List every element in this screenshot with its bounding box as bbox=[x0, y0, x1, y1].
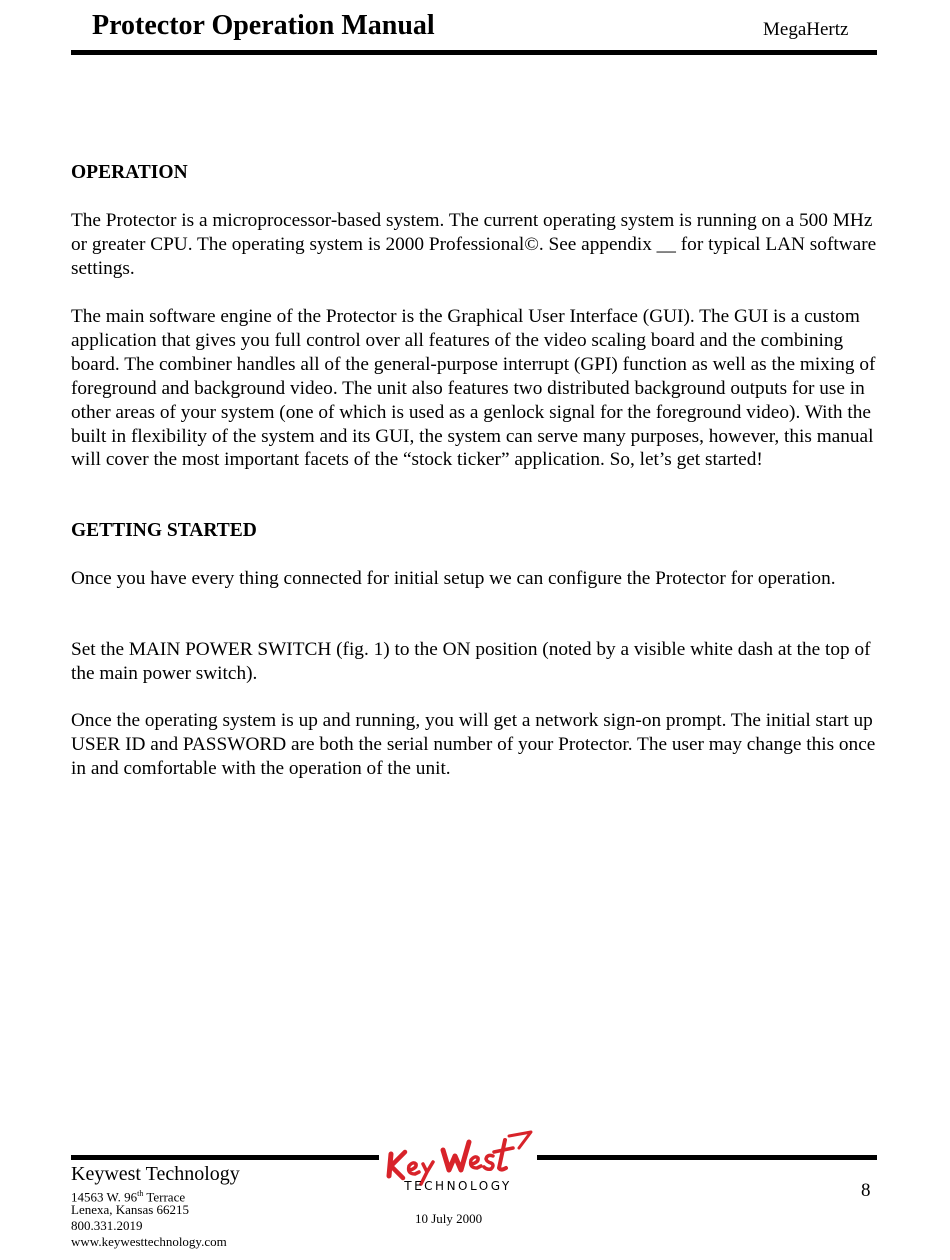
paragraph: The main software engine of the Protector is the Graphical User Interface (GUI). The GUI is a custom application that gives you full control over all features of the video scaling board and the combining board. The combiner handles all of the general-purpose interrupt (GPI) function as well as the mixing of foreground and background video. The unit also features two distributed background outputs for use in other areas of your system (one of which is used as a genlock signal for the foreground video). With the built in flexibility of the system and its GUI, the system can serve many purposes, however, this manual will cover the most important facets of the “stock ticker” application. So, let’s get started! bbox=[71, 306, 876, 471]
paragraph: Set the MAIN POWER SWITCH (fig. 1) to the ON position (noted by a visible white dash at the top of the main power switch). bbox=[71, 639, 871, 684]
header-section-label: MegaHertz bbox=[763, 19, 849, 40]
page-number: 8 bbox=[861, 1180, 871, 1201]
footer-website: www.keywesttechnology.com bbox=[71, 1234, 227, 1249]
footer-address-street: 14563 W. 96th Terrace bbox=[71, 1189, 186, 1205]
paragraph: Once you have every thing connected for initial setup we can configure the Protector for operation. bbox=[71, 568, 836, 589]
section-heading-operation: OPERATION bbox=[71, 162, 188, 183]
footer-rule bbox=[71, 1155, 379, 1160]
paragraph: The Protector is a microprocessor-based system. The current operating system is running on a 500 MHz or greater CPU. The operating system is 2000 Professional©. See appendix __ for typical LAN software settings. bbox=[71, 210, 877, 279]
footer-date: 10 July 2000 bbox=[415, 1211, 483, 1226]
manual-title: Protector Operation Manual bbox=[92, 10, 435, 41]
paragraph: Once the operating system is up and running, you will get a network sign-on prompt. The initial start up USER ID and PASSWORD are both the serial number of your Protector. The user may change this once in and comfortable with the operation of the unit. bbox=[71, 710, 876, 779]
logo-subtitle: TECHNOLOGY bbox=[404, 1179, 512, 1193]
header-rule bbox=[71, 50, 877, 55]
section-heading-getting-started: GETTING STARTED bbox=[71, 520, 257, 541]
footer-phone: 800.331.2019 bbox=[71, 1218, 143, 1233]
footer-address-city: Lenexa, Kansas 66215 bbox=[71, 1202, 190, 1217]
footer-company-name: Keywest Technology bbox=[71, 1163, 240, 1185]
footer-rule bbox=[537, 1155, 877, 1160]
